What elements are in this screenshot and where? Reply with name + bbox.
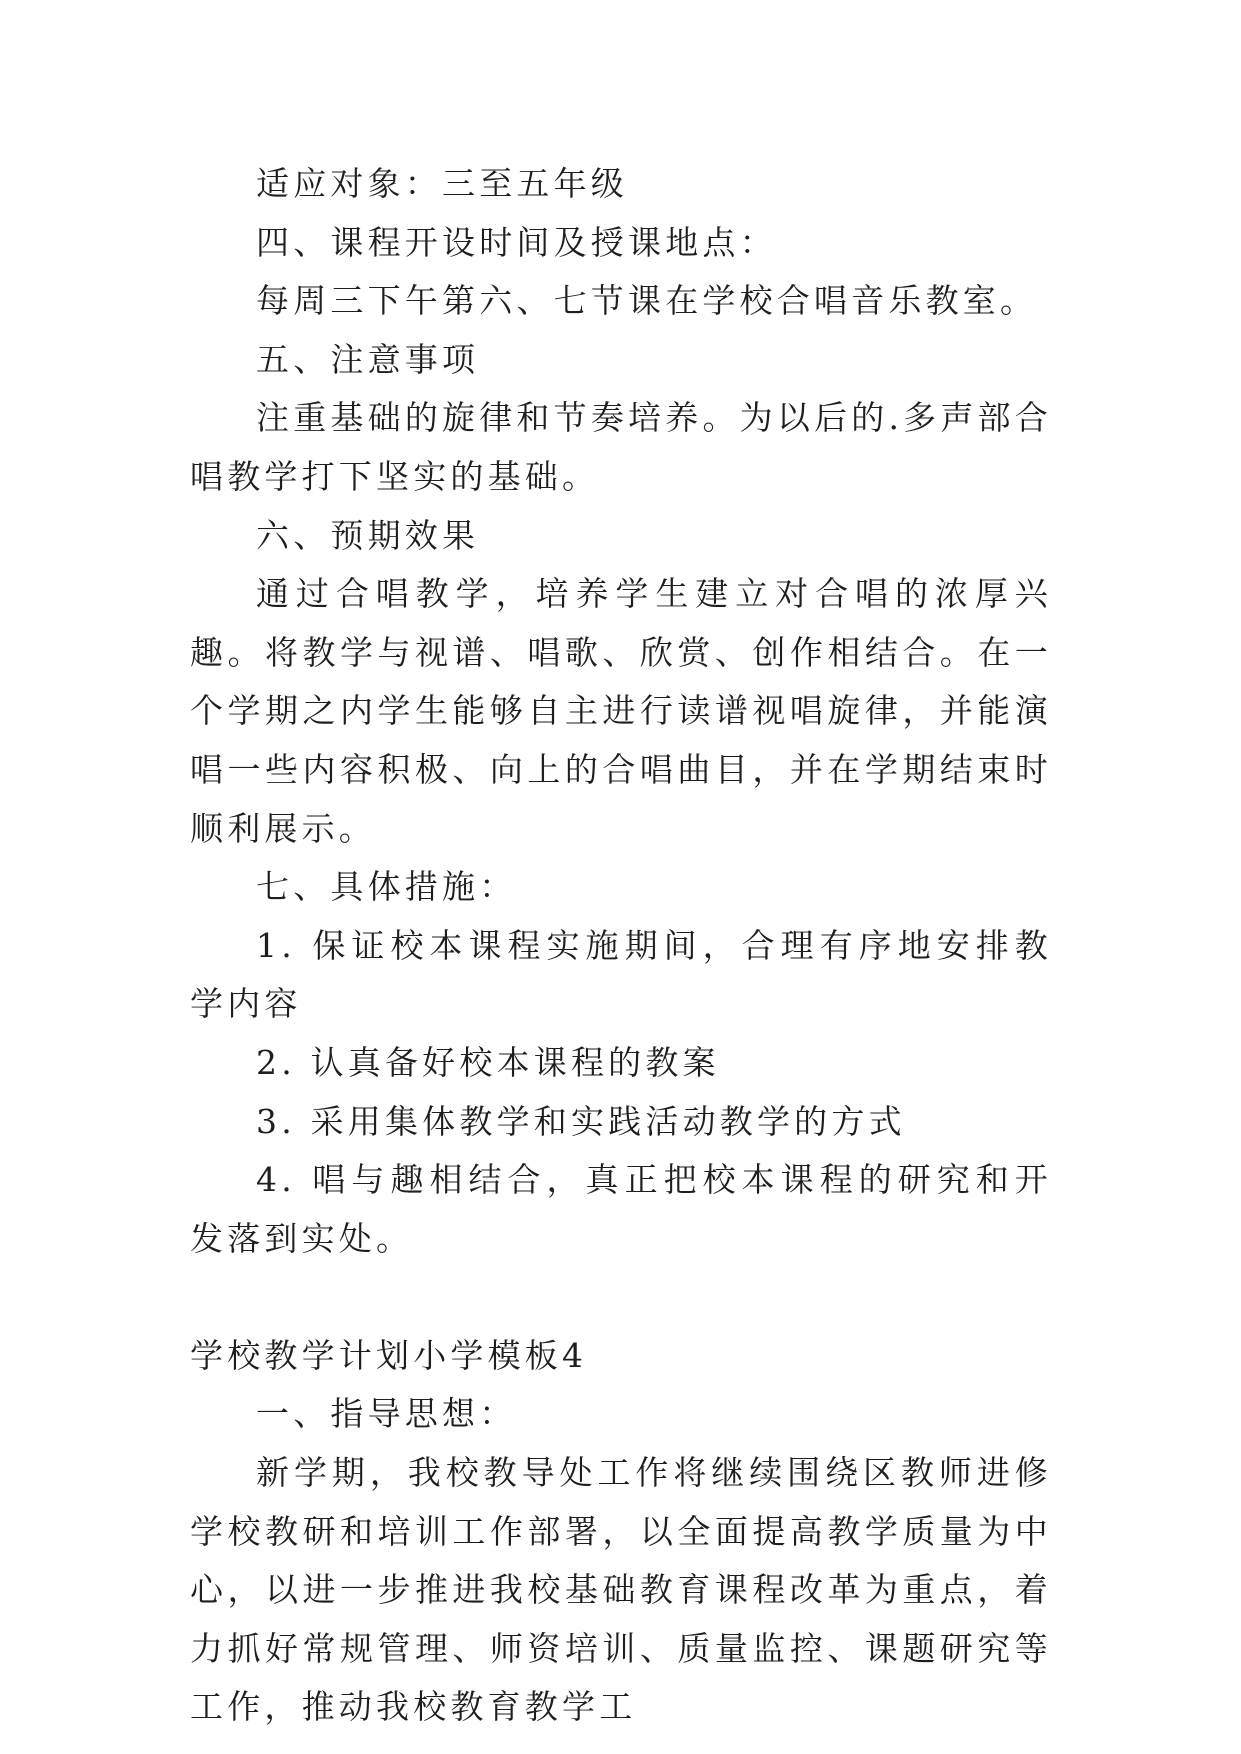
measure-item-1: 1. 保证校本课程实施期间，合理有序地安排教学内容 <box>190 925 1053 1024</box>
section-heading-notes: 五、注意事项 <box>256 339 480 379</box>
notes-paragraph: 注重基础的旋律和节奏培养。为以后的.多声部合唱教学打下坚实的基础。 <box>190 398 1052 496</box>
document-body <box>190 155 1052 1737</box>
target-audience-line: 适应对象：三至五年级 <box>256 164 628 203</box>
section-heading-measures: 七、具体措施： <box>256 867 517 907</box>
measure-item-2: 2. 认真备好校本课程的教案 <box>256 1042 720 1082</box>
expected-results-paragraph: 通过合唱教学，培养学生建立对合唱的浓厚兴趣。将教学与视谱、唱歌、欣赏、创作相结合。在一个学期之内学生能够自主进行读谱视唱旋律，并能演唱一些内容积极、向上的合唱曲目，并在学期结束时顺利展示。 <box>190 574 1052 848</box>
section-heading-guiding-ideology: 一、指导思想： <box>256 1394 517 1434</box>
schedule-paragraph: 每周三下午第六、七节课在学校合唱音乐教室。 <box>256 281 1038 321</box>
document-title: 学校教学计划小学模板4 <box>190 1335 588 1375</box>
guiding-ideology-paragraph: 新学期，我校教导处工作将继续围绕区教师进修学校教研和培训工作部署，以全面提高教学质量为中心，以进一步推进我校基础教育课程改革为重点，着力抓好常规管理、师资培训、质量监控、课题研究等工作，推动我校教育教学工 <box>190 1453 1052 1727</box>
measure-item-3: 3. 采用集体教学和实践活动教学的方式 <box>256 1101 906 1141</box>
measure-item-4: 4. 唱与趣相结合，真正把校本课程的研究和开发落到实处。 <box>190 1160 1053 1258</box>
section-spacer <box>190 1268 1052 1327</box>
section-heading-schedule: 四、课程开设时间及授课地点： <box>256 222 777 262</box>
section-heading-expected-results: 六、预期效果 <box>256 515 480 555</box>
